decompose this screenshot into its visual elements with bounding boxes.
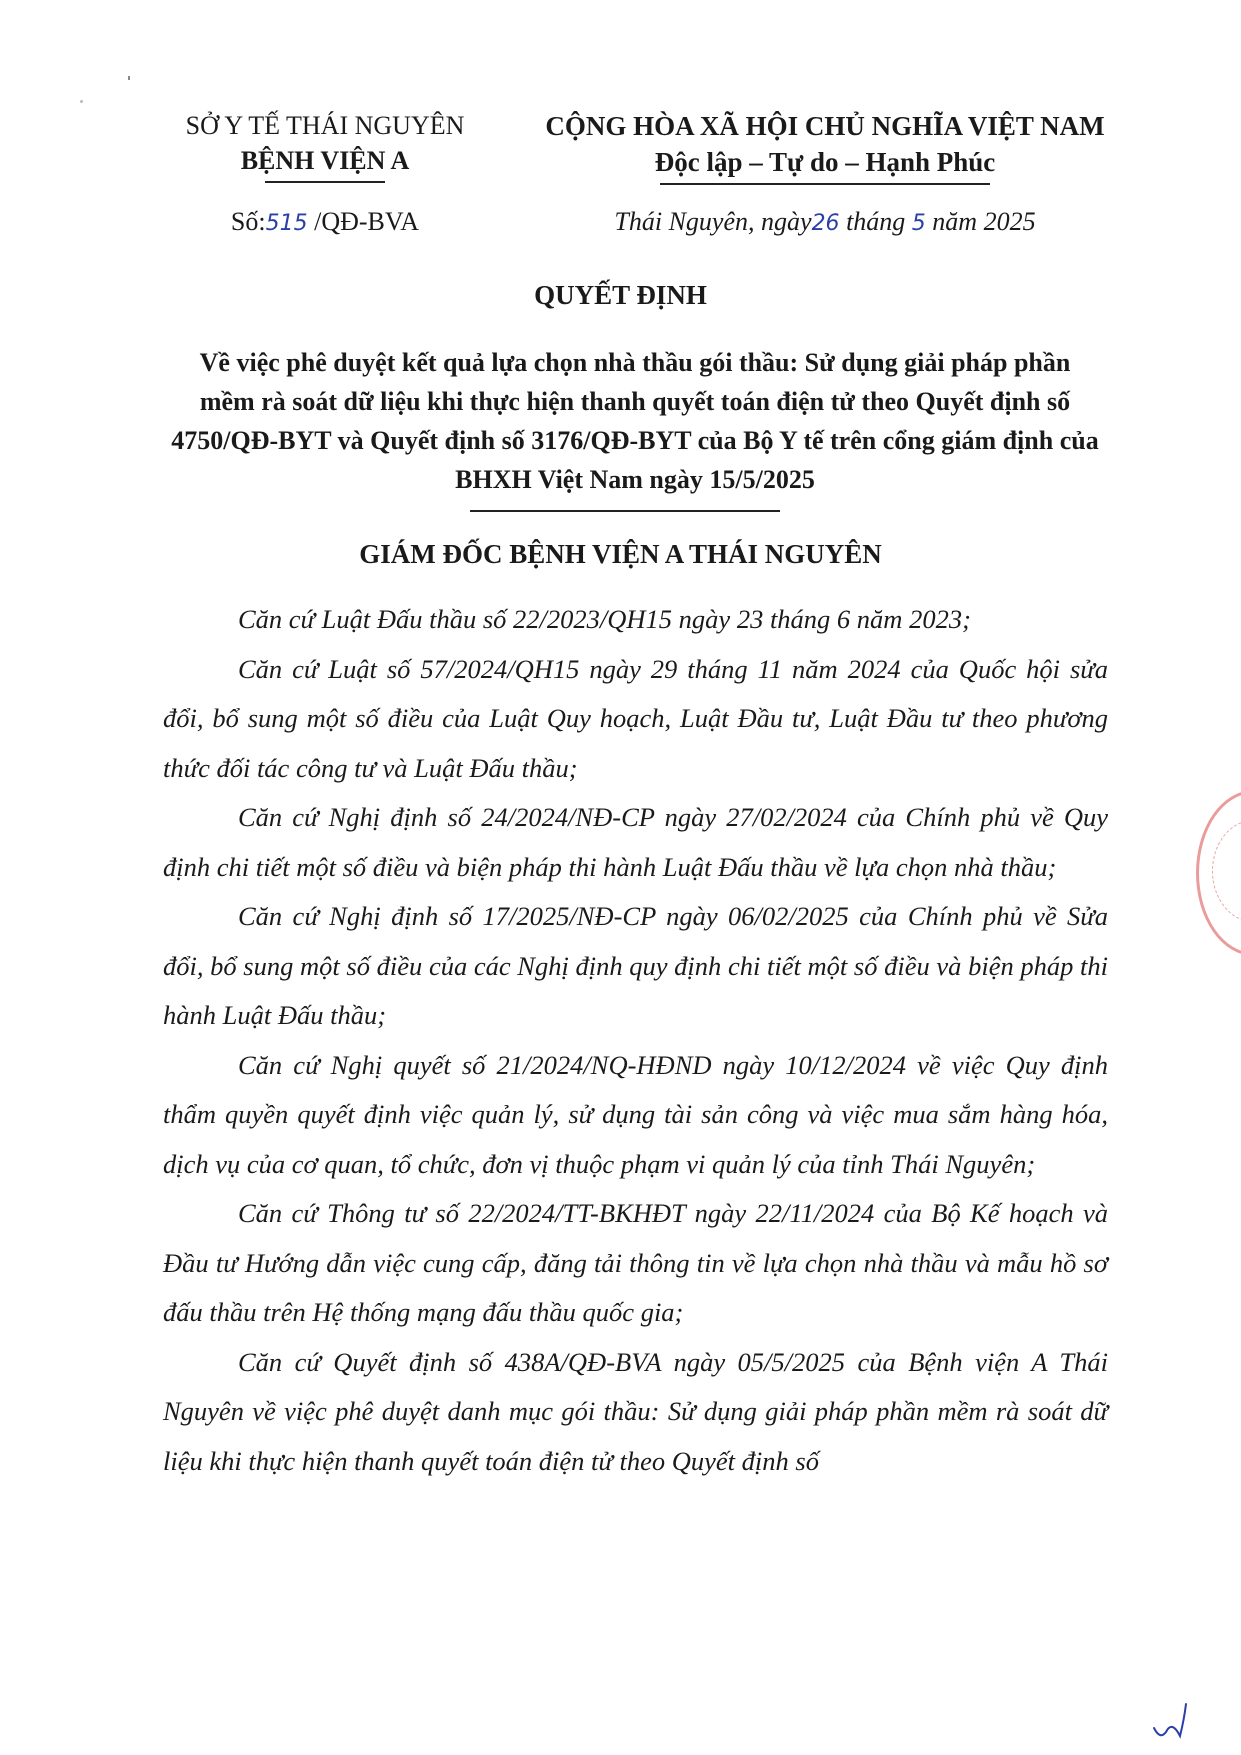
national-header (535, 108, 1115, 185)
doc-number-suffix: /QĐ-BVA (314, 207, 420, 236)
basis-paragraph: Căn cứ Nghị định số 17/2025/NĐ-CP ngày 06/02/2025 của Chính phủ về Sửa đổi, bổ sung một số điều của các Nghị định quy định chi tiết một số điều và biện pháp thi hành Luật Đấu thầu; (163, 901, 1108, 1030)
basis-paragraph: Căn cứ Nghị quyết số 21/2024/NQ-HĐND ngày 10/12/2024 về việc Quy định thẩm quyền quyết định việc quản lý, sử dụng tài sản công và việc mua sắm hàng hóa, dịch vụ của cơ quan, tổ chức, đơn vị thuộc phạm vi quản lý của tỉnh Thái Nguyên; (163, 1049, 1108, 1179)
date-month-handwritten: 5 (911, 211, 926, 236)
document-title: QUYẾT ĐỊNH (534, 280, 707, 310)
doc-number-prefix: Số: (230, 207, 266, 236)
scan-speck (128, 76, 130, 80)
issuing-agency: BỆNH VIỆN A (240, 146, 410, 175)
basis-paragraph: Căn cứ Quyết định số 438A/QĐ-BVA ngày 05/5/2025 của Bệnh viện A Thái Nguyên về việc phê duyệt danh mục gói thầu: Sử dụng giải pháp phần mềm rà soát dữ liệu khi thực hiện thanh quyết toán điện tử theo Quyết định số (163, 1346, 1108, 1476)
basis-paragraph: Căn cứ Thông tư số 22/2024/TT-BKHĐT ngày 22/11/2024 của Bộ Kế hoạch và Đầu tư Hướng dẫn việc cung cấp, đăng tải thông tin về lựa chọn nhà thầu và mẫu hồ sơ đấu thầu trên Hệ thống mạng đấu thầu quốc gia; (163, 1198, 1108, 1327)
basis-paragraph: Căn cứ Nghị định số 24/2024/NĐ-CP ngày 27/02/2024 của Chính phủ về Quy định chi tiết một số điều và biện pháp thi hành Luật Đấu thầu về lựa chọn nhà thầu; (163, 802, 1108, 882)
document-subject: Về việc phê duyệt kết quả lựa chọn nhà thầu gói thầu: Sử dụng giải pháp phần mềm rà soát dữ liệu khi thực hiện thanh quyết toán điện tử theo Quyết định số 4750/QĐ-BYT và Quyết định số 3176/QĐ-BYT của Bộ Y tế trên cổng giám định của BHXH Việt Nam ngày 15/5/2025 (171, 348, 1099, 494)
parent-agency: SỞ Y TẾ THÁI NGUYÊN (185, 111, 465, 140)
date-month-label: tháng (846, 207, 906, 236)
nation-name: CỘNG HÒA XÃ HỘI CHỦ NGHĨA VIỆT NAM (545, 111, 1105, 141)
issuing-authority: GIÁM ĐỐC BỆNH VIỆN A THÁI NGUYÊN (359, 539, 882, 569)
issue-date (535, 207, 1115, 237)
motto-underline (660, 183, 990, 185)
agency-underline (265, 181, 385, 183)
doc-number-handwritten: 515 (265, 211, 308, 236)
date-place: Thái Nguyên, ngày (614, 207, 812, 236)
handwritten-initial-icon (1150, 1700, 1190, 1745)
subject-underline (470, 510, 780, 512)
basis-paragraph: Căn cứ Luật Đấu thầu số 22/2023/QH15 ngày 23 tháng 6 năm 2023; (238, 604, 971, 634)
national-motto: Độc lập – Tự do – Hạnh Phúc (654, 147, 996, 177)
agency-header (160, 108, 490, 183)
legal-basis (163, 595, 1108, 1486)
date-day-handwritten: 26 (811, 211, 840, 236)
document-number (160, 207, 490, 237)
basis-paragraph: Căn cứ Luật số 57/2024/QH15 ngày 29 tháng 11 năm 2024 của Quốc hội sửa đổi, bổ sung một số điều của Luật Quy hoạch, Luật Đầu tư, Luật Đầu tư theo phương thức đối tác công tư và Luật Đấu thầu; (163, 653, 1108, 783)
date-year: năm 2025 (932, 207, 1036, 236)
scan-speck (80, 100, 83, 103)
